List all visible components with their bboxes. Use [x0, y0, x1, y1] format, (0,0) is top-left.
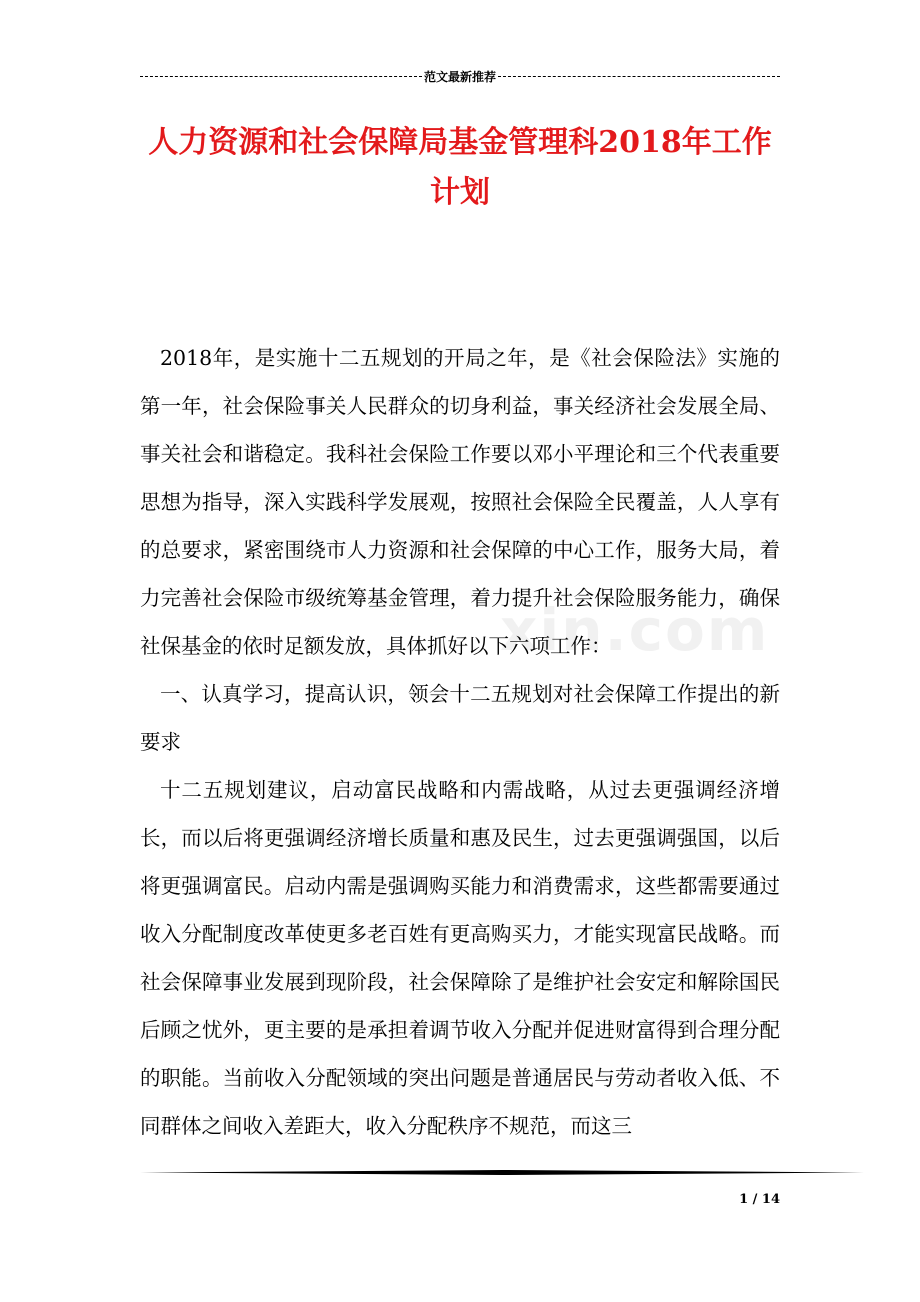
footer-divider [140, 1170, 864, 1175]
header-label: 范文最新推荐 [424, 69, 497, 84]
header-dash-left [140, 76, 422, 77]
paragraph-intro: 2018年，是实施十二五规划的开局之年，是《社会保险法》实施的第一年，社会保险事关人民群众的切身利益，事关经济社会发展全局、事关社会和谐稳定。我科社会保险工作要以邓小平理论和三个代表重要思想为指导，深入实践科学发展观，按照社会保险全民覆盖，人人享有的总要求，紧密围绕市人力资源和社会保障的中心工作，服务大局，着力完善社会保险市级统筹基金管理，着力提升社会保险服务能力，确保社保基金的依时足额发放，具体抓好以下六项工作： [140, 346, 780, 658]
header-dash-right [498, 76, 780, 77]
header-banner [140, 66, 780, 86]
page-number: 1 / 14 [739, 1192, 780, 1207]
document-body [140, 334, 780, 1150]
document-title: 人力资源和社会保障局基金管理科2018年工作计划 [148, 125, 772, 210]
watermark: xin.com [500, 596, 770, 664]
paragraph-heading-1: 一、认真学习，提高认识，领会十二五规划对社会保障工作提出的新要求 [140, 682, 780, 754]
paragraph-body-1: 十二五规划建议，启动富民战略和内需战略，从过去更强调经济增长，而以后将更强调经济增长质量和惠及民生，过去更强调强国，以后将更强调富民。启动内需是强调购买能力和消费需求，这些都需要通过收入分配制度改革使更多老百姓有更高购买力，才能实现富民战略。而社会保障事业发展到现阶段，社会保障除了是维护社会安定和解除国民后顾之忧外，更主要的是承担着调节收入分配并促进财富得到合理分配的职能。当前收入分配领域的突出问题是普通居民与劳动者收入低、不同群体之间收入差距大，收入分配秩序不规范，而这三 [140, 778, 780, 1138]
